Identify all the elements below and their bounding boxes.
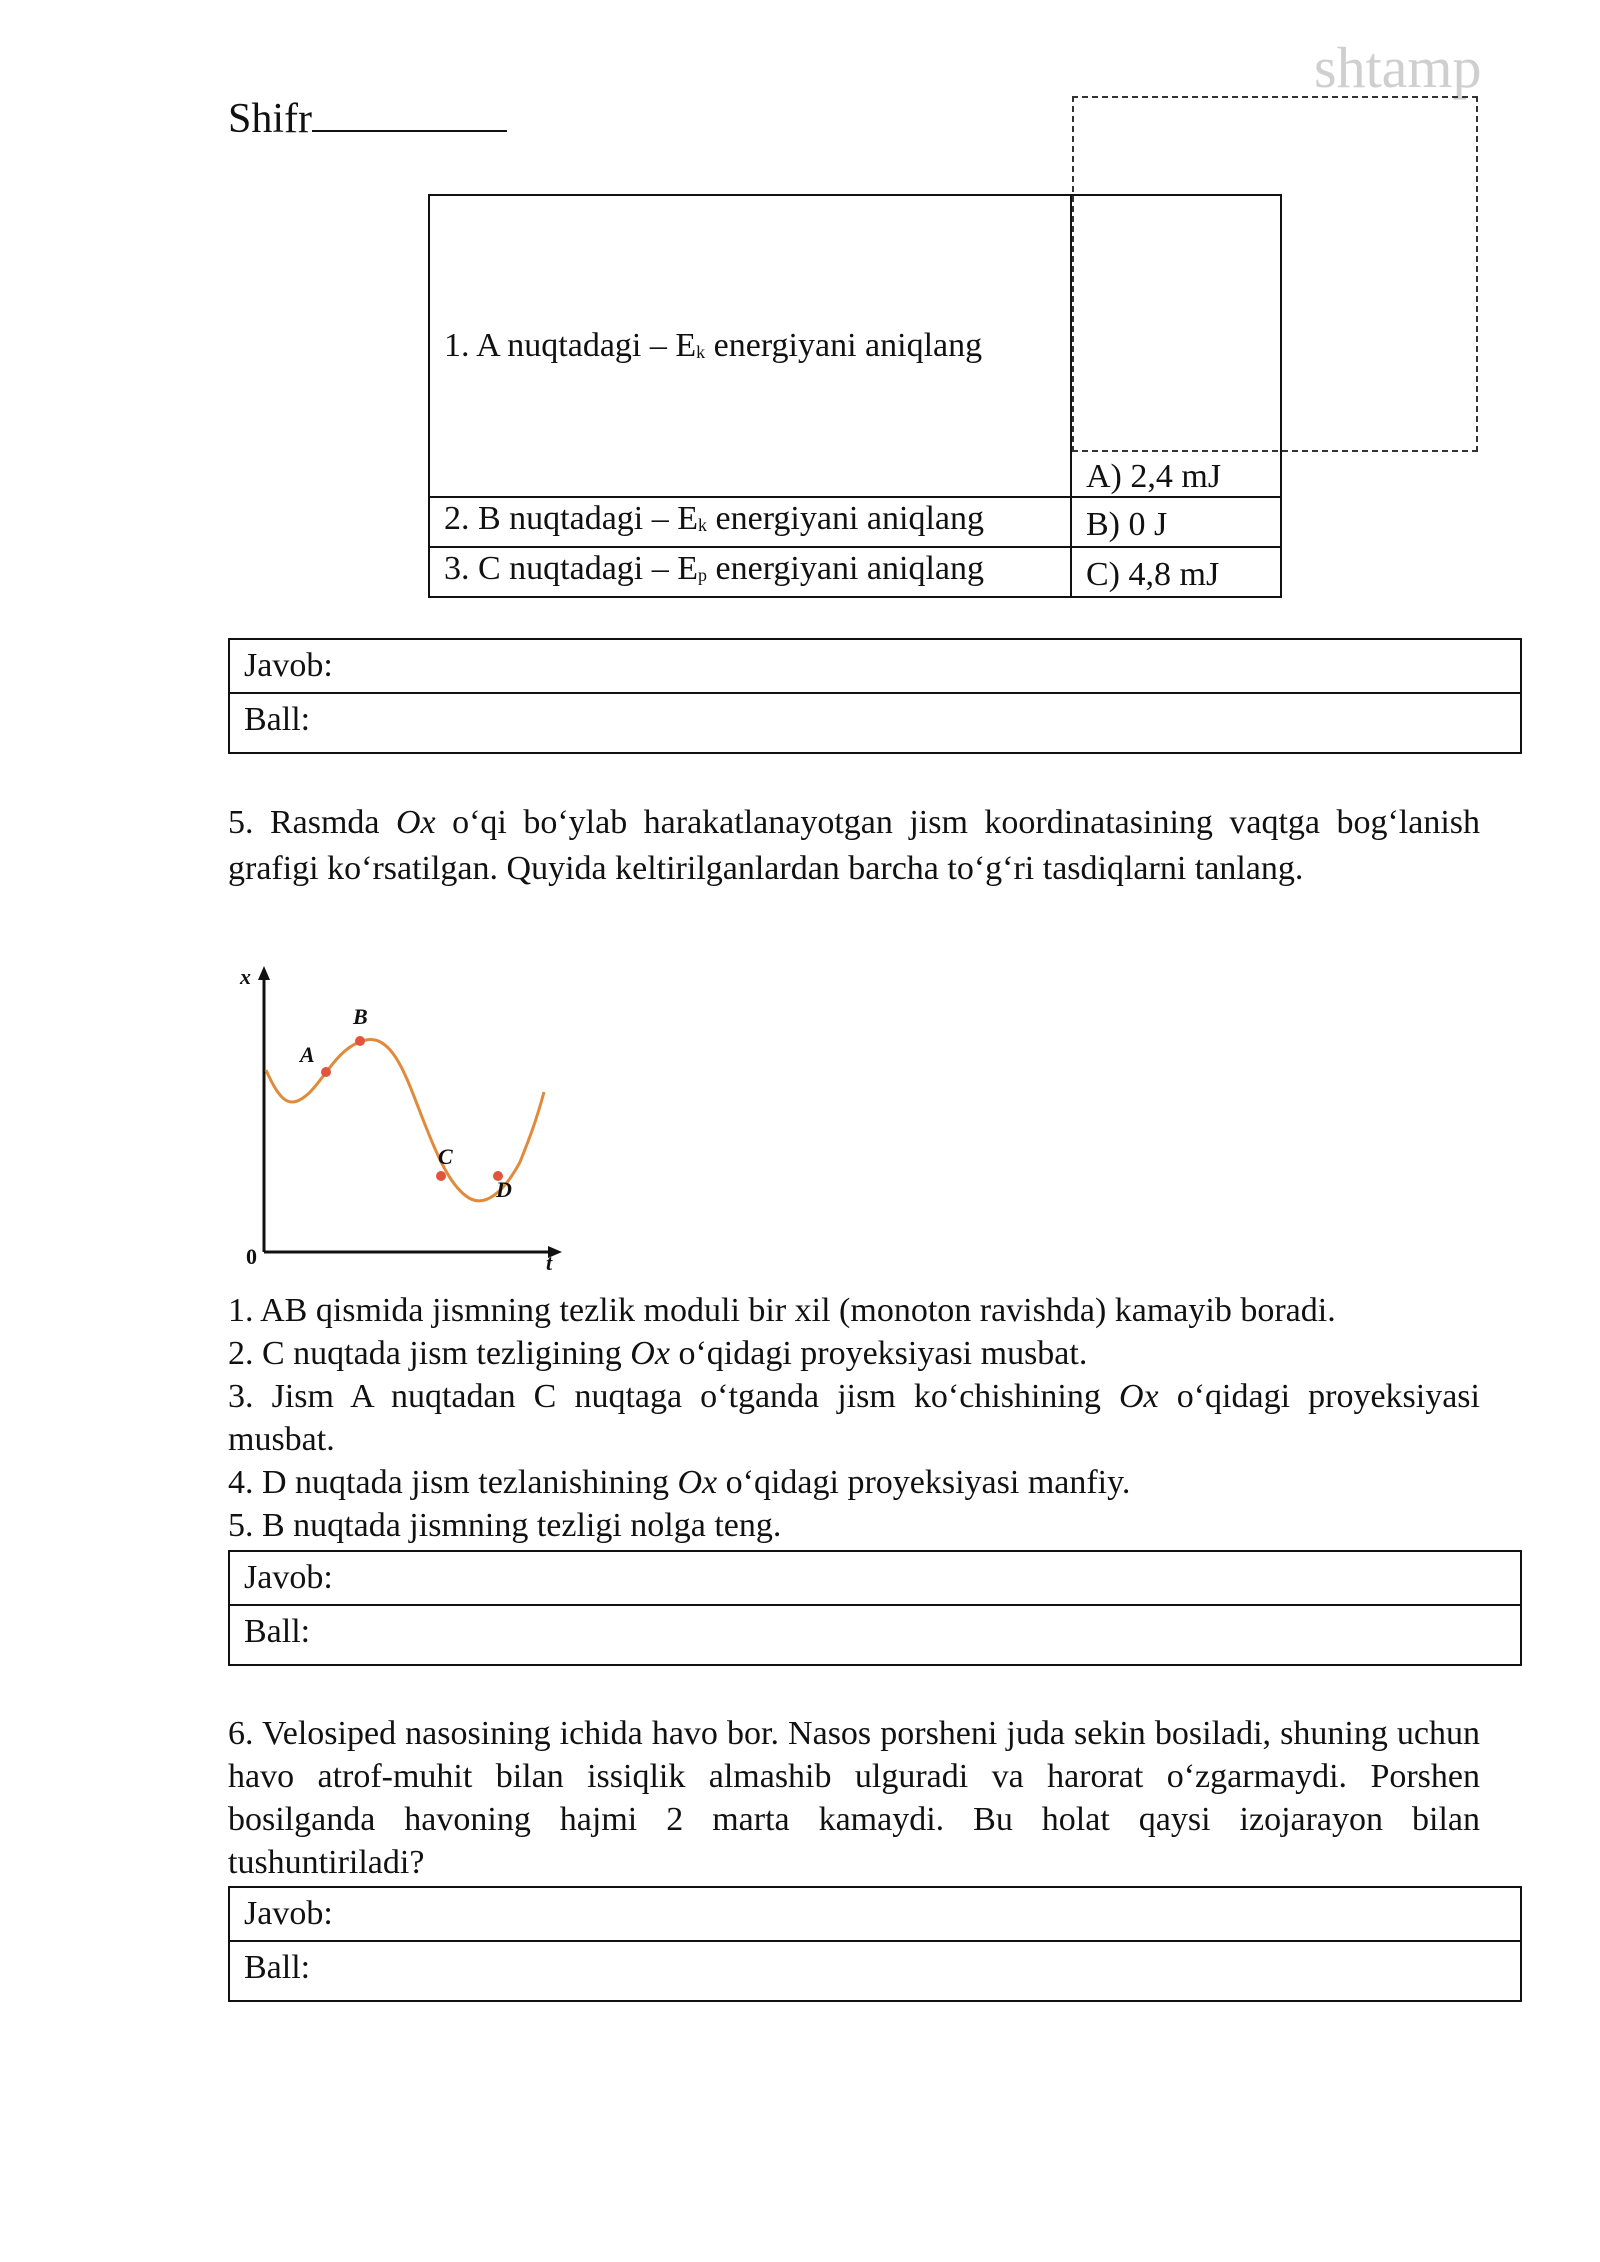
table-row [429, 547, 1281, 597]
x-axis-label: t [546, 1250, 553, 1275]
question-5-statements [228, 1289, 1480, 1547]
answer-box-q5 [228, 1550, 1522, 1666]
point-B [355, 1036, 365, 1046]
javob-field[interactable]: Javob: [230, 640, 1520, 694]
point-B-label: B [353, 1004, 368, 1029]
question-5-text: 5. Rasmda Ox o‘qi bo‘ylab harakatlanayotgan jism koordinatasining vaqtga bog‘lanish grafigi ko‘rsatilgan. Quyida keltirilganlardan barcha to‘g‘ri tasdiqlarni tanlang. [228, 804, 1480, 887]
table-row [429, 195, 1281, 497]
statement-item: 4. D nuqtada jism tezlanishining Ox o‘qidagi proyeksiyasi manfiy. [228, 1464, 1131, 1501]
point-D-label: D [496, 1177, 512, 1202]
answer-box-q4 [228, 638, 1522, 754]
question-6-text: 6. Velosiped nasosining ichida havo bor. Nasos porsheni juda sekin bosiladi, shuning uchun havo atrof-muhit bilan issiqlik almashib ulguradi va harorat o‘zgarmaydi. Porshen bosilganda havoning hajmi 2 marta kamaydi. Bu holat qaysi izojarayon bilan tushuntiriladi? [228, 1715, 1480, 1881]
statement-item: 1. AB qismida jismning tezlik moduli bir xil (monoton ravishda) kamayib boradi. [228, 1292, 1336, 1329]
ball-field[interactable]: Ball: [244, 1949, 311, 1986]
answer-box-q6 [228, 1886, 1522, 2002]
point-A-label: A [300, 1042, 315, 1067]
option-cell: A) 2,4 mJ [1071, 195, 1281, 497]
shifr-field [228, 95, 507, 143]
question-cell: 3. C nuqtadagi – $E_p$ energiyani aniqlang [429, 547, 1071, 597]
question-cell: 2. B nuqtadagi – $E_k$ energiyani aniqlang [429, 497, 1071, 547]
position-time-graph [228, 962, 588, 1282]
statement-item: 2. C nuqtada jism tezligining Ox o‘qidagi proyeksiyasi musbat. [228, 1335, 1088, 1372]
table-row [429, 497, 1281, 547]
javob-field[interactable]: Javob: [230, 1888, 1520, 1942]
point-C [436, 1171, 446, 1181]
watermark-text: shtamp [1314, 35, 1482, 100]
matching-table [428, 194, 1282, 598]
shifr-blank-line [312, 96, 507, 132]
question-cell: 1. A nuqtadagi – $E_k$ energiyani aniqlang [429, 195, 1071, 497]
ball-field[interactable]: Ball: [244, 701, 311, 738]
shifr-label: Shifr [228, 96, 312, 142]
origin-label: 0 [246, 1244, 257, 1269]
statement-item: 3. Jism A nuqtadan C nuqtaga o‘tganda jism ko‘chishining Ox o‘qidagi proyeksiyasi musbat. [228, 1378, 1480, 1458]
point-A [321, 1067, 331, 1077]
y-axis-arrow [258, 966, 270, 980]
option-cell: B) 0 J [1071, 497, 1281, 547]
javob-field[interactable]: Javob: [230, 1552, 1520, 1606]
statement-item: 5. B nuqtada jismning tezligi nolga teng. [228, 1507, 782, 1544]
ball-field[interactable]: Ball: [244, 1613, 311, 1650]
point-C-label: C [438, 1144, 453, 1169]
y-axis-label: x [240, 964, 251, 989]
option-cell: C) 4,8 mJ [1071, 547, 1281, 597]
